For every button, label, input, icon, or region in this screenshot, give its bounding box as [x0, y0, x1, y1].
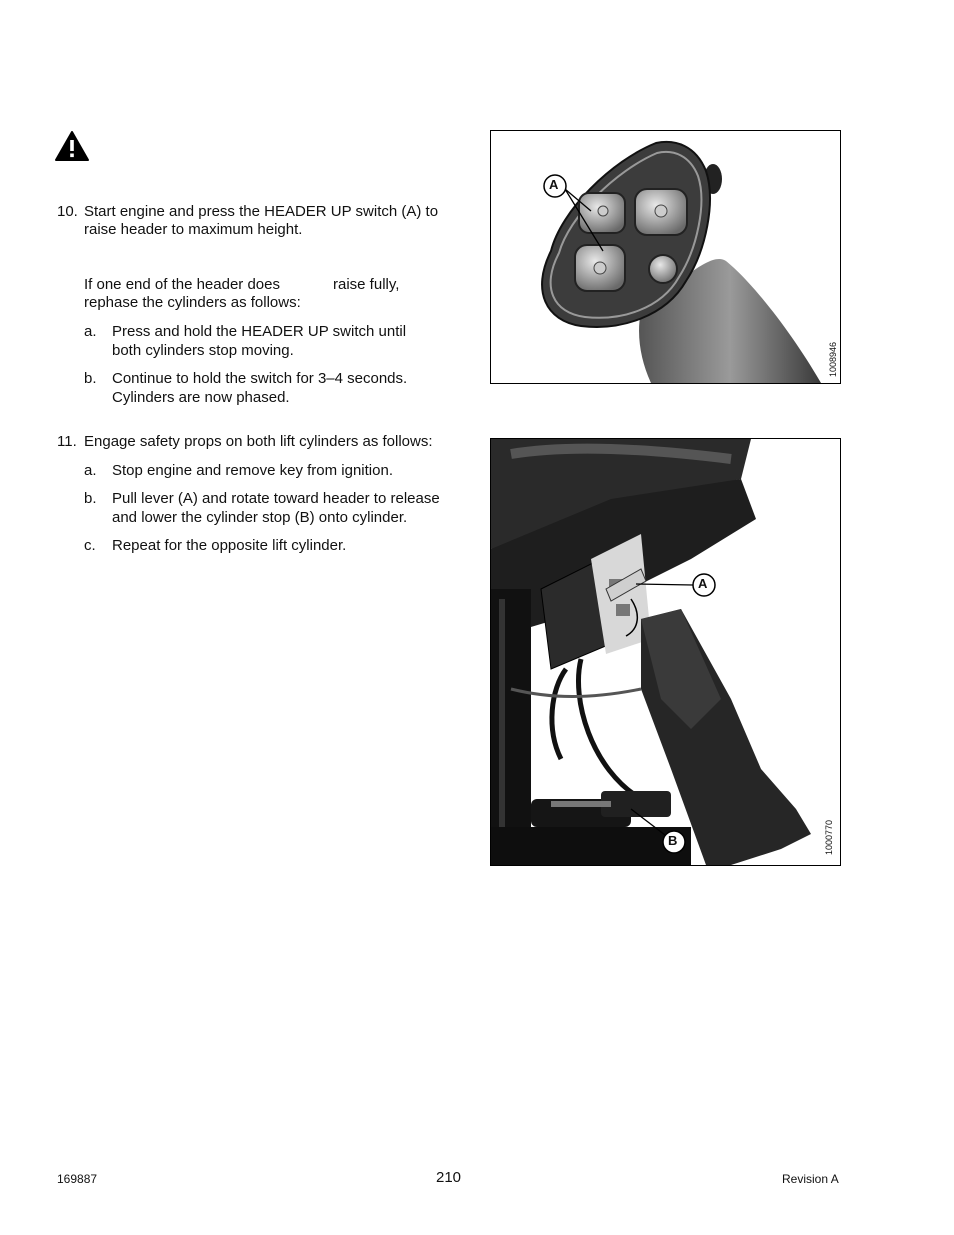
step-text: raise header to maximum height. — [84, 221, 303, 238]
page-number: 210 — [436, 1169, 462, 1186]
substep-letter: a. — [84, 323, 97, 340]
substep-letter: a. — [84, 462, 97, 479]
step-text: Engage safety props on both lift cylinders as follows: — [84, 433, 433, 450]
figure-header-up-switch — [490, 130, 841, 384]
step-text: Start engine and press the HEADER UP switch (A) to — [84, 203, 439, 220]
note-text: raise fully, — [333, 276, 400, 293]
substep-text: Cylinders are now phased. — [112, 389, 290, 406]
substep-text: Press and hold the HEADER UP switch until — [112, 323, 407, 340]
revision: Revision A — [782, 1172, 839, 1186]
substep-letter: c. — [84, 537, 96, 554]
substep-text: both cylinders stop moving. — [112, 342, 294, 359]
callout-a: A — [698, 576, 708, 591]
callout-b: B — [668, 833, 678, 848]
step-number: 10. — [57, 203, 78, 220]
substep-text: and lower the cylinder stop (B) onto cylinder. — [112, 509, 408, 526]
callout-a: A — [549, 177, 559, 192]
figure-safety-prop — [490, 438, 841, 866]
step-number: 11. — [57, 433, 77, 450]
substep-text: Repeat for the opposite lift cylinder. — [112, 537, 347, 554]
warning-triangle-icon — [54, 130, 90, 162]
note-text: If one end of the header does — [84, 276, 280, 293]
substep-letter: b. — [84, 490, 97, 507]
figure-id: 1008946 — [828, 341, 838, 377]
substep-text: Continue to hold the switch for 3–4 seconds. — [112, 370, 408, 387]
note-text: rephase the cylinders as follows: — [84, 294, 301, 311]
substep-letter: b. — [84, 370, 97, 387]
substep-text: Stop engine and remove key from ignition. — [112, 462, 393, 479]
doc-number: 169887 — [57, 1172, 98, 1186]
substep-text: Pull lever (A) and rotate toward header to release — [112, 490, 440, 507]
figure-id: 1000770 — [824, 819, 834, 855]
